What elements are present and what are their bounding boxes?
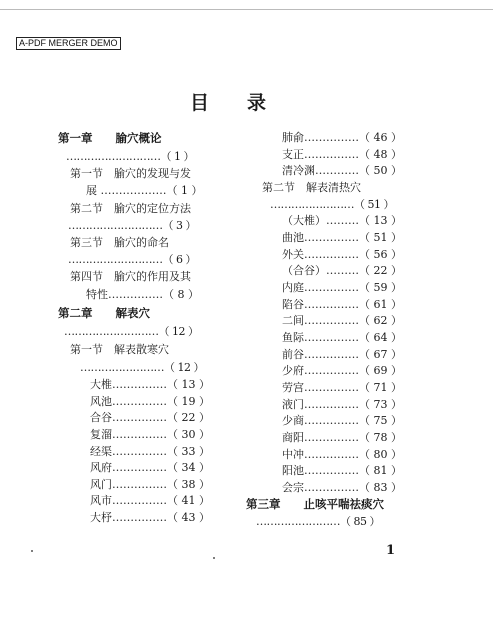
toc-left-12: ………………………（ 12 ） xyxy=(64,325,199,338)
toc-left-21: 风门……………（ 38 ） xyxy=(90,478,210,491)
toc-left-23: 大杼……………（ 43 ） xyxy=(90,511,210,524)
toc-right-4: 第二节 解表清热穴 xyxy=(262,181,361,194)
toc-left-5: 第二节 腧穴的定位方法 xyxy=(70,202,191,215)
toc-left-17: 合谷……………（ 22 ） xyxy=(90,411,210,424)
watermark-banner: A-PDF MERGER DEMO xyxy=(16,37,121,50)
toc-left-18: 复溜……………（ 30 ） xyxy=(90,428,210,441)
toc-right-9: （合谷）………（ 22 ） xyxy=(282,264,402,277)
toc-left-6: ………………………（ 3 ） xyxy=(68,219,196,232)
toc-right-1: 肺俞……………（ 46 ） xyxy=(282,131,402,144)
toc-left-11: 第二章 解表穴 xyxy=(58,306,150,320)
toc-left-7: 第三节 腧穴的命名 xyxy=(70,236,169,249)
title-char-1: 目 xyxy=(190,92,210,114)
top-rule xyxy=(0,9,493,10)
scan-speck xyxy=(213,557,215,559)
toc-right-18: 少商……………（ 75 ） xyxy=(282,414,402,427)
toc-right-15: 少府……………（ 69 ） xyxy=(282,364,402,377)
scan-speck xyxy=(31,550,33,552)
toc-left-20: 风府……………（ 34 ） xyxy=(90,461,210,474)
toc-left-10: 特性……………（ 8 ） xyxy=(86,288,199,301)
toc-right-19: 商阳……………（ 78 ） xyxy=(282,431,402,444)
toc-right-22: 会宗……………（ 83 ） xyxy=(282,481,402,494)
toc-right-23: 第三章 止咳平喘祛痰穴 xyxy=(246,497,384,511)
toc-right-13: 鱼际……………（ 64 ） xyxy=(282,331,402,344)
toc-left-15: 大椎……………（ 13 ） xyxy=(90,378,210,391)
toc-right-5: ……………………（ 51 ） xyxy=(270,198,394,211)
page-title xyxy=(190,88,266,115)
toc-left-1: 第一章 腧穴概论 xyxy=(58,131,162,145)
toc-left-8: ………………………（ 6 ） xyxy=(68,253,196,266)
toc-left-22: 风市……………（ 41 ） xyxy=(90,494,210,507)
toc-left-14: ……………………（ 12 ） xyxy=(80,361,204,374)
toc-left-4: 展 ………………（ 1 ） xyxy=(86,184,203,197)
toc-left-9: 第四节 腧穴的作用及其 xyxy=(70,270,191,283)
toc-left-13: 第一节 解表散寒穴 xyxy=(70,343,169,356)
toc-right-16: 劳宫……………（ 71 ） xyxy=(282,381,402,394)
toc-right-10: 内庭……………（ 59 ） xyxy=(282,281,402,294)
toc-left-19: 经渠……………（ 33 ） xyxy=(90,445,210,458)
toc-right-17: 液门……………（ 73 ） xyxy=(282,398,402,411)
toc-right-12: 二间……………（ 62 ） xyxy=(282,314,402,327)
toc-right-7: 曲池……………（ 51 ） xyxy=(282,231,402,244)
toc-right-8: 外关……………（ 56 ） xyxy=(282,248,402,261)
toc-right-20: 中冲……………（ 80 ） xyxy=(282,448,402,461)
toc-right-21: 阳池……………（ 81 ） xyxy=(282,464,402,477)
toc-left-2: ………………………（ 1 ） xyxy=(66,150,194,163)
title-char-2: 录 xyxy=(247,92,267,114)
toc-right-24: ……………………（ 85 ） xyxy=(256,515,380,528)
page-number: 1 xyxy=(386,543,396,558)
toc-right-14: 前谷……………（ 67 ） xyxy=(282,348,402,361)
toc-left-3: 第一节 腧穴的发现与发 xyxy=(70,167,191,180)
toc-left-16: 风池……………（ 19 ） xyxy=(90,395,210,408)
toc-right-11: 陷谷……………（ 61 ） xyxy=(282,298,402,311)
toc-right-3: 清冷渊…………（ 50 ） xyxy=(282,164,402,177)
toc-right-6: （大椎）………（ 13 ） xyxy=(282,214,402,227)
toc-right-2: 支正……………（ 48 ） xyxy=(282,148,402,161)
